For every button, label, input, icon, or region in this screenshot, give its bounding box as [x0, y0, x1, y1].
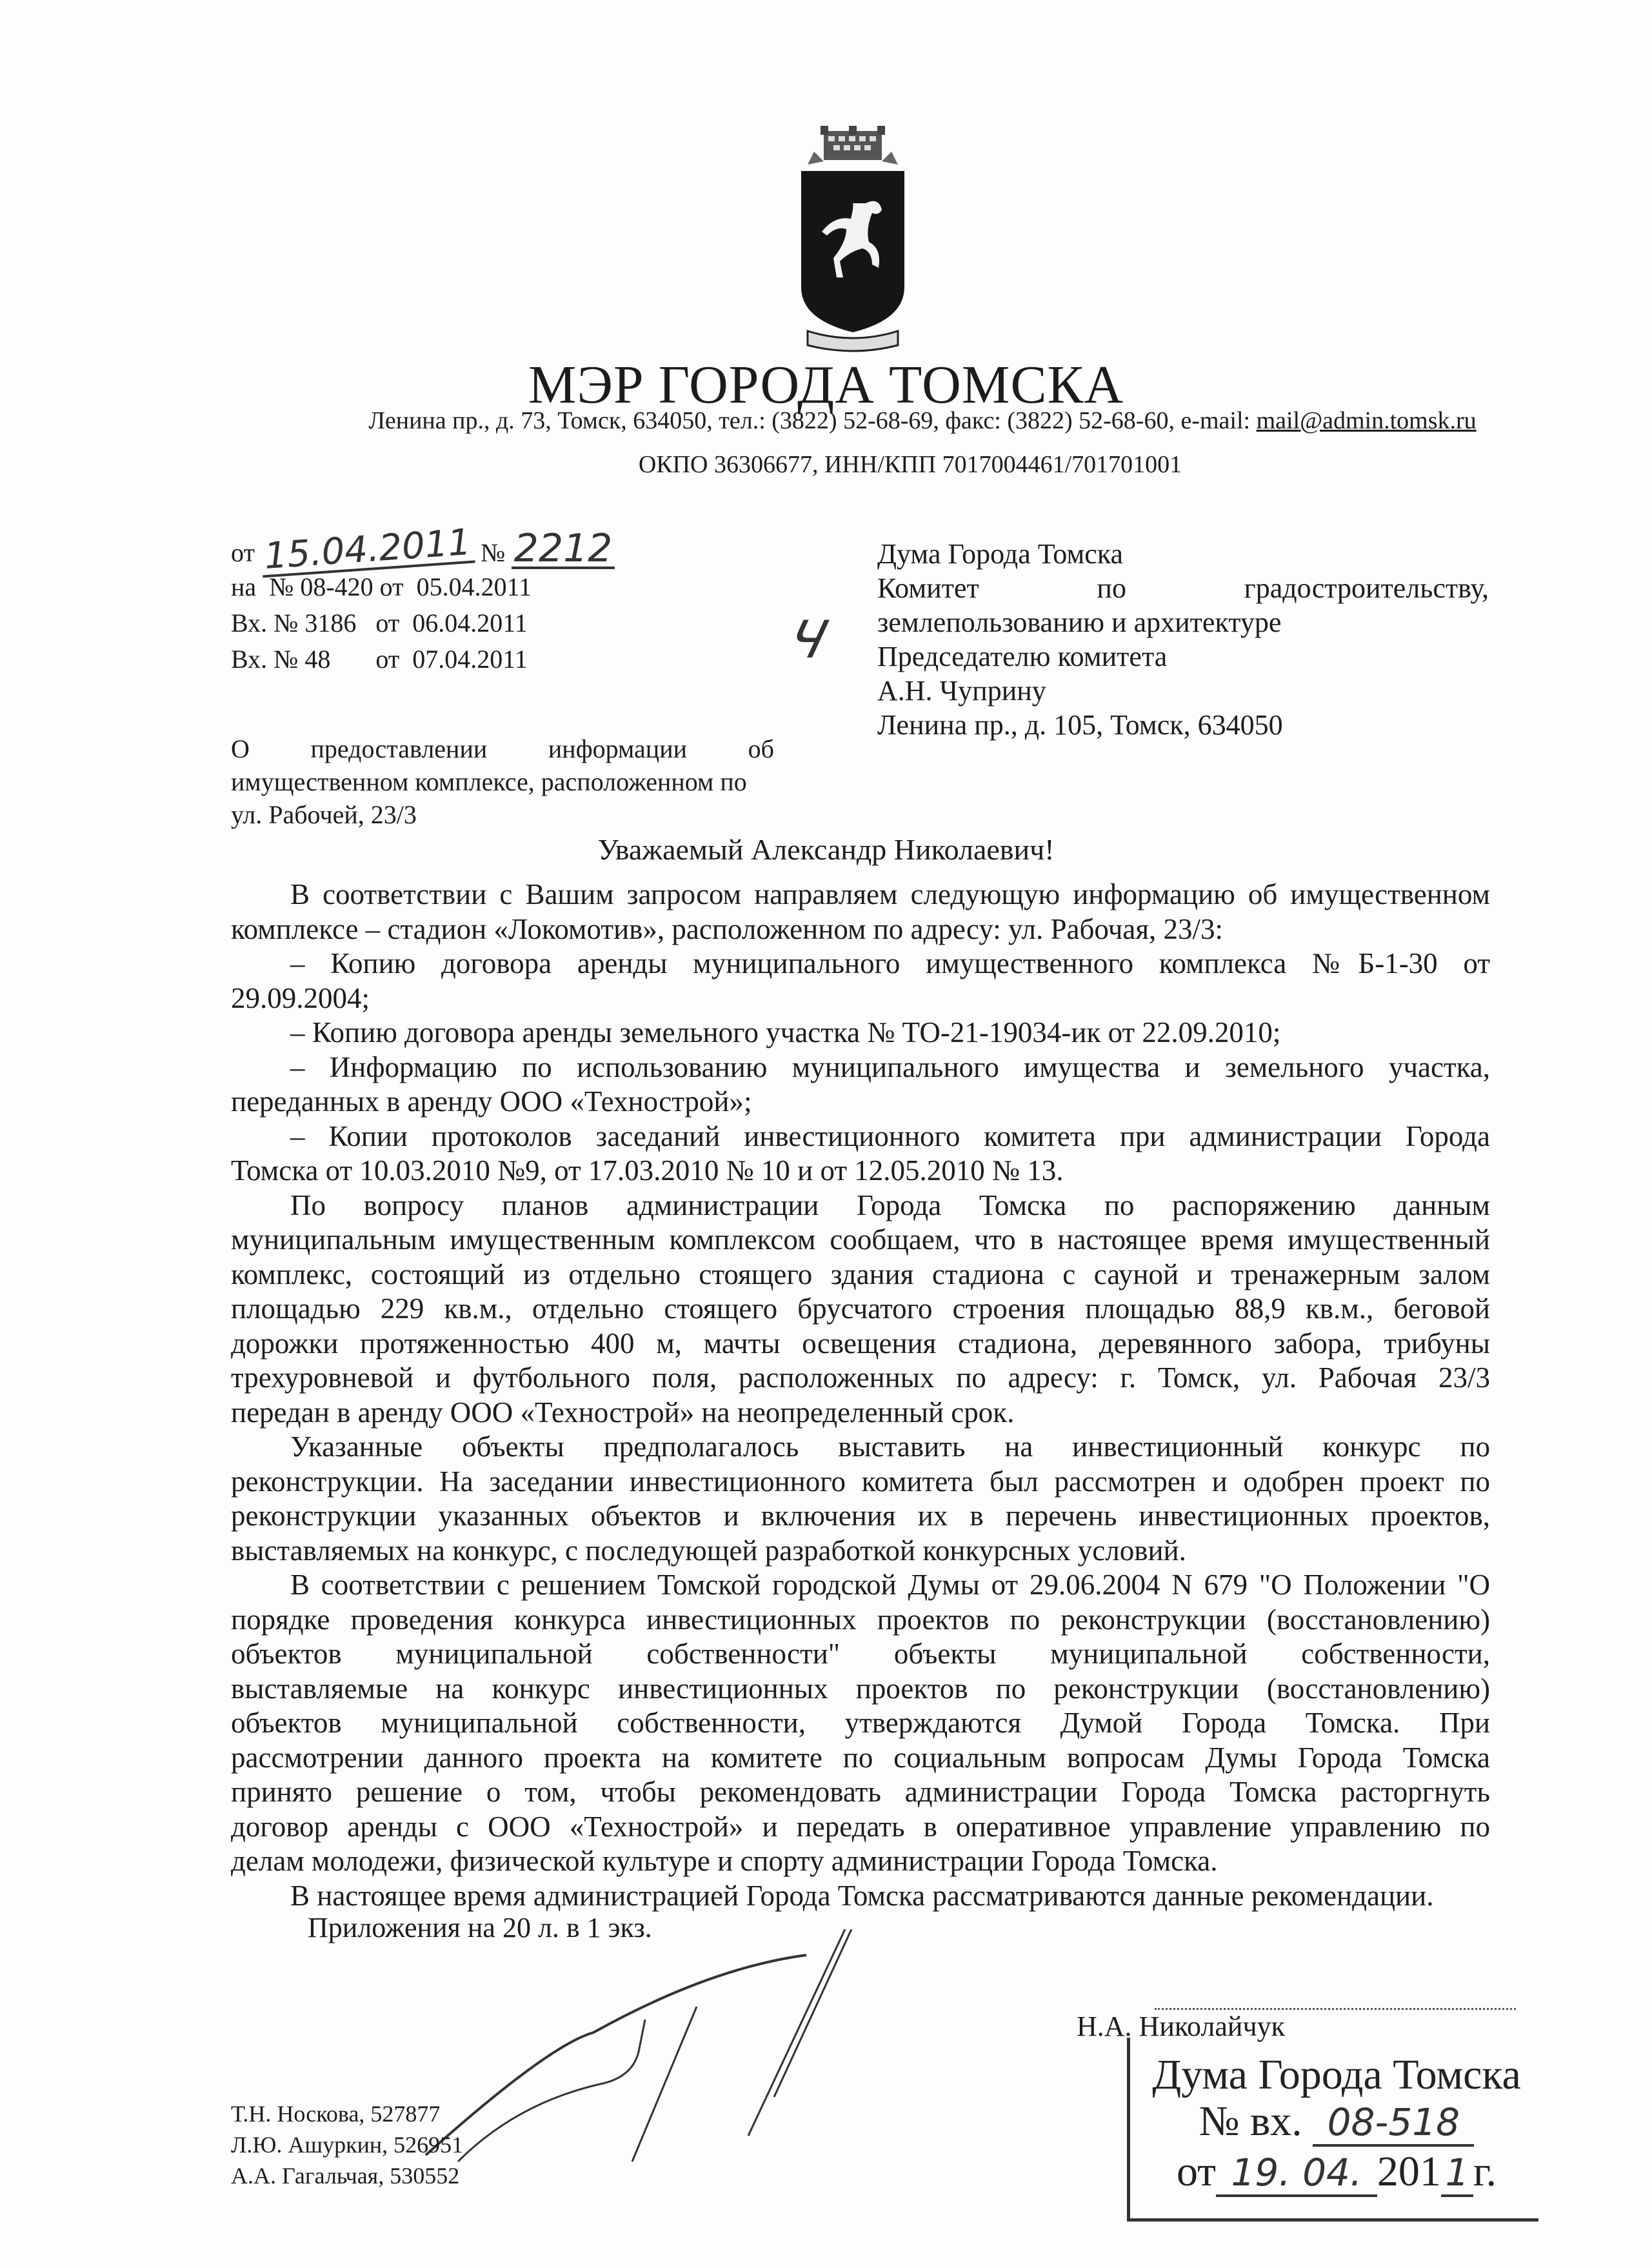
body-line: выставляемых на конкурс, с последующей разработкой конкурсных условий. [231, 1534, 1186, 1567]
subject-line: имущественном комплексе, расположенном по [231, 767, 747, 796]
body-line: В настоящее время администрацией Города Томска рассматриваются данные рекомендации. [290, 1879, 1434, 1912]
body-line: трехуровневой и футбольного поля, расположенных по адресу: г. Томск, ул. Рабочая 23/3 [231, 1361, 1490, 1394]
recipient-line: А.Н. Чуприну [877, 675, 1046, 707]
stamp-year-prefix: 201 [1377, 2148, 1441, 2195]
body-paragraph [231, 1050, 1490, 1119]
body-line: дорожки протяженностью 400 м, мачты освещения стадиона, деревянного забора, трибуны [231, 1327, 1490, 1360]
body-paragraph [231, 1879, 1490, 1914]
ref-line: Вх. № 3186 от 06.04.2011 [231, 608, 528, 637]
body-line: реконструкции указанных объектов и включения их в перечень инвестиционных проектов, [231, 1500, 1490, 1532]
letterhead-okpo: ОКПО 36306677, ИНН/КПП 7017004461/701701001 [638, 451, 1182, 478]
stamp-year-suffix: 1 [1441, 2151, 1473, 2197]
letter-body [231, 878, 1490, 1913]
subject-block [231, 732, 774, 831]
motto-ribbon [808, 331, 898, 351]
stamp-date [1130, 2147, 1543, 2197]
email-link[interactable]: mail@admin.tomsk.ru [1256, 407, 1477, 434]
stamp-date-label: от [1176, 2148, 1216, 2195]
recipient-line: Ленина пр., д. 105, Томск, 634050 [877, 709, 1283, 741]
body-line: Указанные объекты предполагалось выставить на инвестиционный конкурс по [290, 1430, 1490, 1463]
body-line: реконструкции. На заседании инвестиционного комитета был рассмотрен и одобрен проект по [231, 1465, 1490, 1498]
executor: Т.Н. Носкова, 527877 [231, 2101, 441, 2127]
body-line: площадью 229 кв.м., отдельно стоящего брусчатого строения площадью 88,9 кв.м., беговой [231, 1292, 1490, 1325]
body-line: рассмотрении данного проекта на комитете по социальным вопросам Думы Города Томска [231, 1741, 1490, 1774]
body-line: – Копию договора аренды муниципального имущественного комплекса №Б-1-30 от [290, 947, 1490, 979]
ref-line: Вх. № 48 от 07.04.2011 [231, 645, 528, 674]
resolution-mark: Ч [782, 610, 834, 670]
stamp-in-number [1130, 2097, 1543, 2147]
body-line: – Информацию по использованию муниципального имущества и земельного участка, [290, 1050, 1490, 1083]
body-paragraph [231, 1016, 1490, 1050]
city-emblem [788, 126, 917, 358]
body-line: комплекс, состоящий из отдельно стоящего здания стадиона с сауной и тренажерным залом [231, 1258, 1490, 1290]
body-line: договор аренды с ООО «Технострой» и передать в оперативное управление управлению по [231, 1810, 1490, 1843]
body-paragraph [231, 947, 1490, 1016]
body-line: – Копии протоколов заседаний инвестиционного комитета при администрации Города [290, 1119, 1490, 1152]
subject-line: ул. Рабочей, 23/3 [231, 800, 417, 829]
signer-name: Н.А. Николайчук [1077, 2011, 1285, 2042]
body-line: выставляемые на конкурс инвестиционных проектов по реконструкции (восстановлению) [231, 1672, 1490, 1705]
number-label: № [480, 538, 506, 567]
body-paragraph [231, 1430, 1490, 1568]
stamp-date-value: 19. 04. [1216, 2151, 1377, 2197]
from-label: от [231, 538, 255, 567]
recipient-line: Председателю комитета [877, 641, 1168, 672]
body-line: комплексе – стадион «Локомотив», расположенном по адресу: ул. Рабочая, 23/3: [231, 912, 1224, 945]
body-paragraph [231, 1119, 1490, 1189]
salutation: Уважаемый Александр Николаевич! [597, 833, 1055, 866]
incoming-stamp [1127, 2038, 1538, 2222]
body-line: передан в аренду ООО «Технострой» на неопределенный срок. [231, 1396, 1015, 1429]
annex-note: Приложения на 20 л. в 1 экз. [308, 1912, 652, 1943]
body-line: переданных в аренду ООО «Технострой»; [231, 1085, 752, 1118]
recipient-line: Дума Города Томска [877, 538, 1124, 570]
stamp-year-label: г. [1473, 2148, 1497, 2195]
stamp-in-number-value: 08-518 [1313, 2100, 1474, 2147]
body-line: порядке проведения конкурса инвестиционных проектов по реконструкции (восстановлению) [231, 1603, 1490, 1636]
outgoing-number: 2212 [512, 530, 615, 569]
subject-line: О предоставлении информации об [231, 734, 774, 763]
body-paragraph [231, 878, 1490, 947]
crown-icon [808, 126, 898, 165]
body-line: Томска от 10.03.2010 №9, от 17.03.2010 № 10 и от 12.05.2010 № 13. [231, 1154, 1064, 1187]
outgoing-date: 15.04.2011 [260, 525, 475, 578]
body-line: По вопросу планов администрации Города Томска по распоряжению данным [290, 1189, 1490, 1221]
letterhead-title: МЭР ГОРОДА ТОМСКА [528, 355, 1124, 415]
body-paragraph [231, 1568, 1490, 1879]
body-line: 29.09.2004; [231, 981, 370, 1014]
body-paragraph [231, 1189, 1490, 1430]
outgoing-number-block [231, 521, 615, 677]
letterhead-address [361, 406, 1484, 435]
body-line: – Копию договора аренды земельного участка № ТО-21-19034-ик от 22.09.2010; [290, 1016, 1281, 1049]
signature [387, 1929, 1045, 2168]
body-line: В соответствии с решением Томской городской Думы от 29.06.2004 N 679 "О Положении "О [290, 1569, 1490, 1601]
recipient-line: Комитет по градостроительству, [877, 572, 1489, 604]
executor: А.А. Гагальчая, 530552 [231, 2163, 460, 2189]
body-line: муниципальным имущественным комплексом сообщаем, что в настоящее время имущественный [231, 1223, 1490, 1256]
body-line: делам молодежи, физической культуре и спорту администрации Города Томска. [231, 1845, 1218, 1877]
executors-block [231, 2098, 463, 2191]
stamp-top-border [1155, 2008, 1516, 2010]
recipient-block [877, 537, 1489, 742]
body-line: объектов муниципальной собственности, утверждаются Думой Города Томска. При [231, 1707, 1490, 1739]
body-line: принято решение о том, чтобы рекомендовать администрации Города Томска расторгнуть [231, 1776, 1490, 1808]
body-line: В соответствии с Вашим запросом направляем следующую информацию об имущественном [290, 878, 1490, 910]
recipient-line: землепользованию и архитектуре [877, 607, 1282, 638]
stamp-org: Дума Города Томска [1152, 2051, 1521, 2098]
stamp-in-label: № вх. [1199, 2098, 1302, 2145]
body-line: объектов муниципальной собственности" объекты муниципальной собственности, [231, 1638, 1490, 1670]
executor: Л.Ю. Ашуркин, 526951 [231, 2132, 464, 2158]
ref-line: на № 08-420 от 05.04.2011 [231, 572, 532, 601]
address-text: Ленина пр., д. 73, Томск, 634050, тел.: (3822) 52-68-69, факс: (3822) 52-68-60, e-mail: [368, 407, 1257, 434]
